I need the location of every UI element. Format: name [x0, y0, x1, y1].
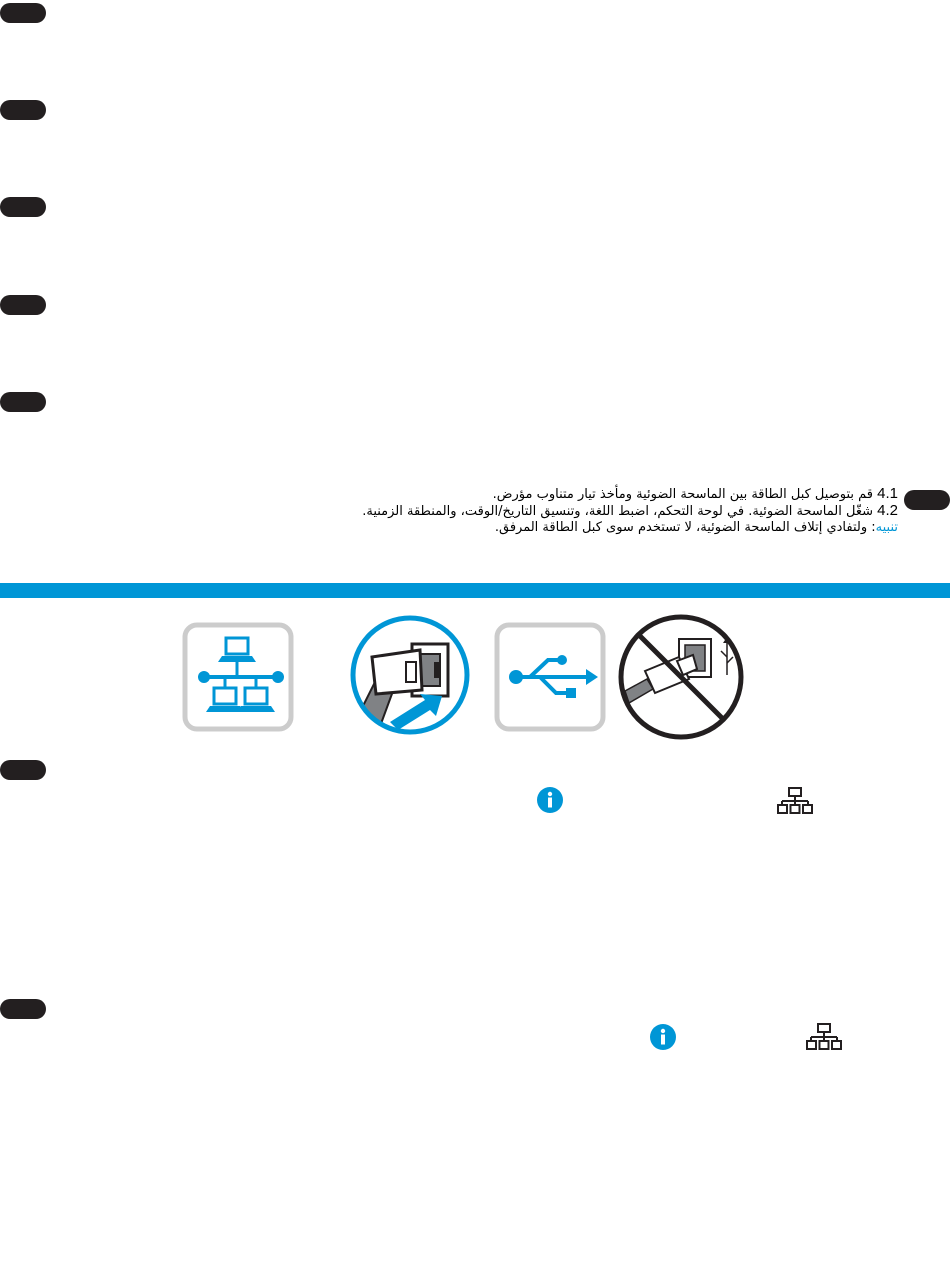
- step-text: شغّل الماسحة الضوئية. في لوحة التحكم، اضبط اللغة، وتنسيق التاريخ/الوقت، والمنطقة الزمنية.: [362, 504, 873, 519]
- ethernet-connect-icon: [350, 612, 470, 740]
- network-small-icon: [777, 787, 813, 815]
- language-tab: [0, 100, 46, 120]
- step-text: قم بتوصيل كبل الطاقة بين الماسحة الضوئية ومأخذ تيار متناوب مؤرض.: [492, 487, 873, 502]
- arabic-instructions: [298, 486, 898, 536]
- info-icon: [537, 787, 563, 813]
- network-small-icon: [806, 1023, 842, 1051]
- section-divider: [0, 583, 950, 598]
- language-tab: [0, 295, 46, 315]
- language-tab: [0, 999, 46, 1019]
- step-4-2: [298, 503, 898, 520]
- step-number: 4.1: [877, 485, 898, 502]
- caution-label: تنبيه: [875, 520, 898, 535]
- language-tab: [0, 197, 46, 217]
- caution-text: : ولتفادي إتلاف الماسحة الضوئية، لا تستخدم سوى كبل الطاقة المرفق.: [494, 520, 876, 535]
- step-number: 4.2: [877, 502, 898, 519]
- usb-icon: [494, 622, 606, 732]
- network-icon: [182, 622, 294, 732]
- language-tab-arabic: [904, 490, 950, 510]
- caution-line: [298, 520, 898, 536]
- language-tab: [0, 3, 46, 23]
- language-tab: [0, 760, 46, 780]
- language-tab: [0, 392, 46, 412]
- no-usb-cable-icon: [617, 613, 745, 741]
- info-icon: [650, 1024, 676, 1050]
- step-4-1: [298, 486, 898, 503]
